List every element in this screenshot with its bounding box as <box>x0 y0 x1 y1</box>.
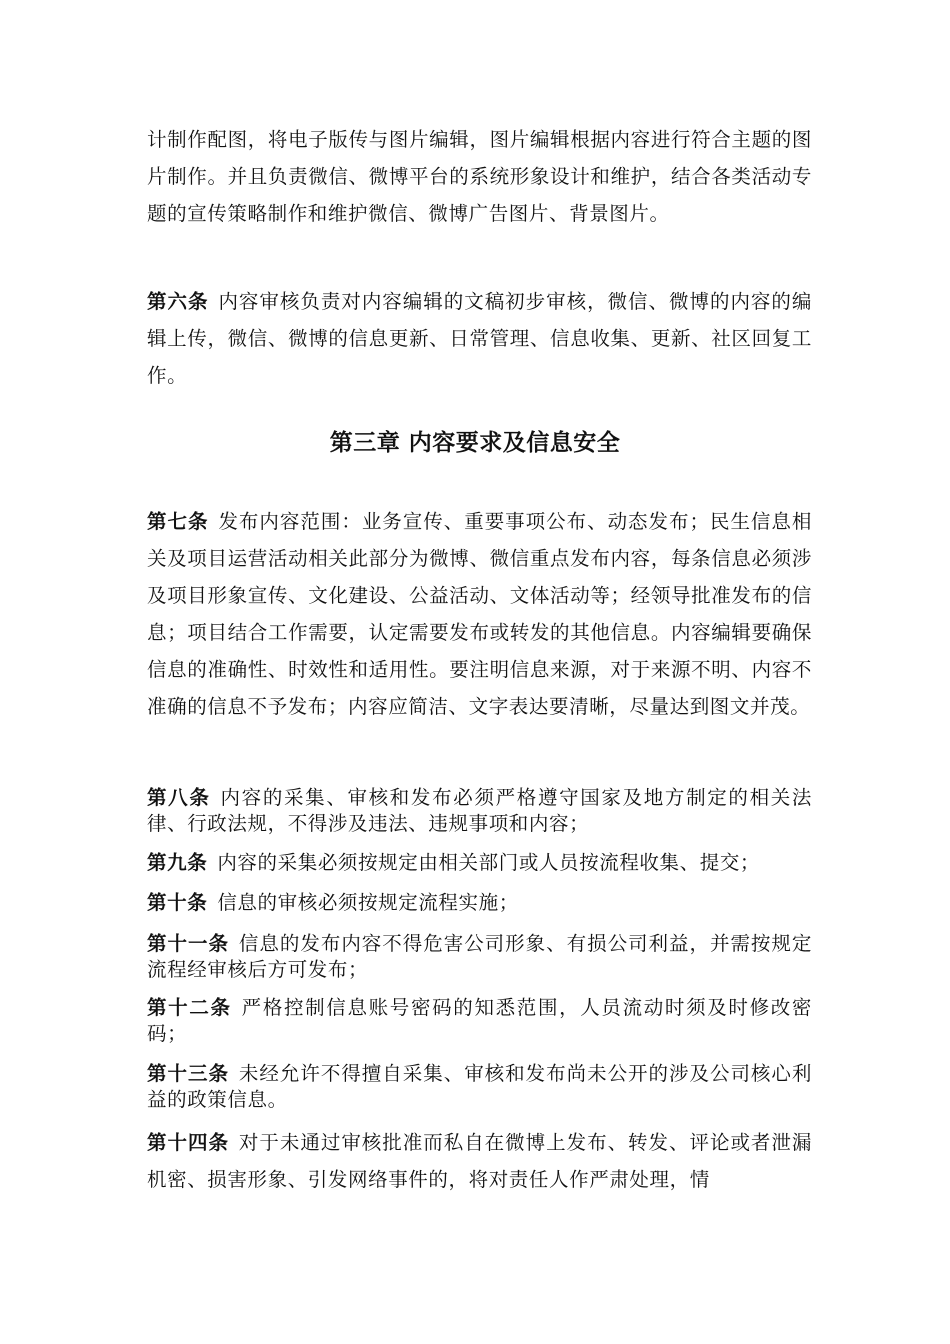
article-6-label: 第六条 <box>147 290 209 313</box>
article-14-label: 第十四条 <box>147 1131 229 1154</box>
article-7 <box>147 503 812 725</box>
article-12 <box>147 995 812 1047</box>
article-13 <box>147 1061 812 1113</box>
article-9-label: 第九条 <box>147 851 208 874</box>
chapter-title: 第三章 内容要求及信息安全 <box>329 430 621 456</box>
article-8-text: 内容的采集、审核和发布必须严格遵守国家及地方制定的相关法律、行政法规，不得涉及违法、违规事项和内容； <box>147 786 812 835</box>
article-7-label: 第七条 <box>147 510 209 533</box>
article-10 <box>147 890 812 916</box>
intro-paragraph: 计制作配图，将电子版传与图片编辑，图片编辑根据内容进行符合主题的图片制作。并且负责微信、微博平台的系统形象设计和维护，结合各类活动专题的宣传策略制作和维护微信、微博广告图片、背景图片。 <box>147 128 812 225</box>
article-13-label: 第十三条 <box>147 1062 229 1085</box>
article-9-text: 内容的采集必须按规定由相关部门或人员按流程收集、提交； <box>217 851 761 874</box>
article-8 <box>147 785 812 837</box>
article-10-label: 第十条 <box>147 891 208 914</box>
article-10-text: 信息的审核必须按规定流程实施； <box>217 891 519 914</box>
article-12-label: 第十二条 <box>147 996 232 1019</box>
article-11-text: 信息的发布内容不得危害公司形象、有损公司利益，并需按规定流程经审核后方可发布； <box>147 932 812 981</box>
article-8-label: 第八条 <box>147 786 211 809</box>
article-14-text: 对于未通过审核批准而私自在微博上发布、转发、评论或者泄漏机密、损害形象、引发网络事件的，将对责任人作严肃处理，情 <box>147 1131 812 1191</box>
article-14 <box>147 1124 812 1198</box>
article-7-text: 发布内容范围：业务宣传、重要事项公布、动态发布；民生信息相关及项目运营活动相关此部分为微博、微信重点发布内容，每条信息必须涉及项目形象宣传、文化建设、公益活动、文体活动等；经领导批准发布的信息；项目结合工作需要，认定需要发布或转发的其他信息。内容编辑要确保信息的准确性、时效性和适用性。要注明信息来源，对于来源不明、内容不准确的信息不予发布；内容应简洁、文字表达要清晰，尽量达到图文并茂。 <box>147 510 812 718</box>
article-6 <box>147 283 812 394</box>
article-12-text: 严格控制信息账号密码的知悉范围，人员流动时须及时修改密码； <box>147 996 812 1045</box>
article-13-text: 未经允许不得擅自采集、审核和发布尚未公开的涉及公司核心利益的政策信息。 <box>147 1062 812 1111</box>
article-11-label: 第十一条 <box>147 932 229 955</box>
article-11 <box>147 931 812 983</box>
article-6-text: 内容审核负责对内容编辑的文稿初步审核，微信、微博的内容的编辑上传，微信、微博的信息更新、日常管理、信息收集、更新、社区回复工作。 <box>147 290 812 387</box>
article-9 <box>147 850 812 876</box>
